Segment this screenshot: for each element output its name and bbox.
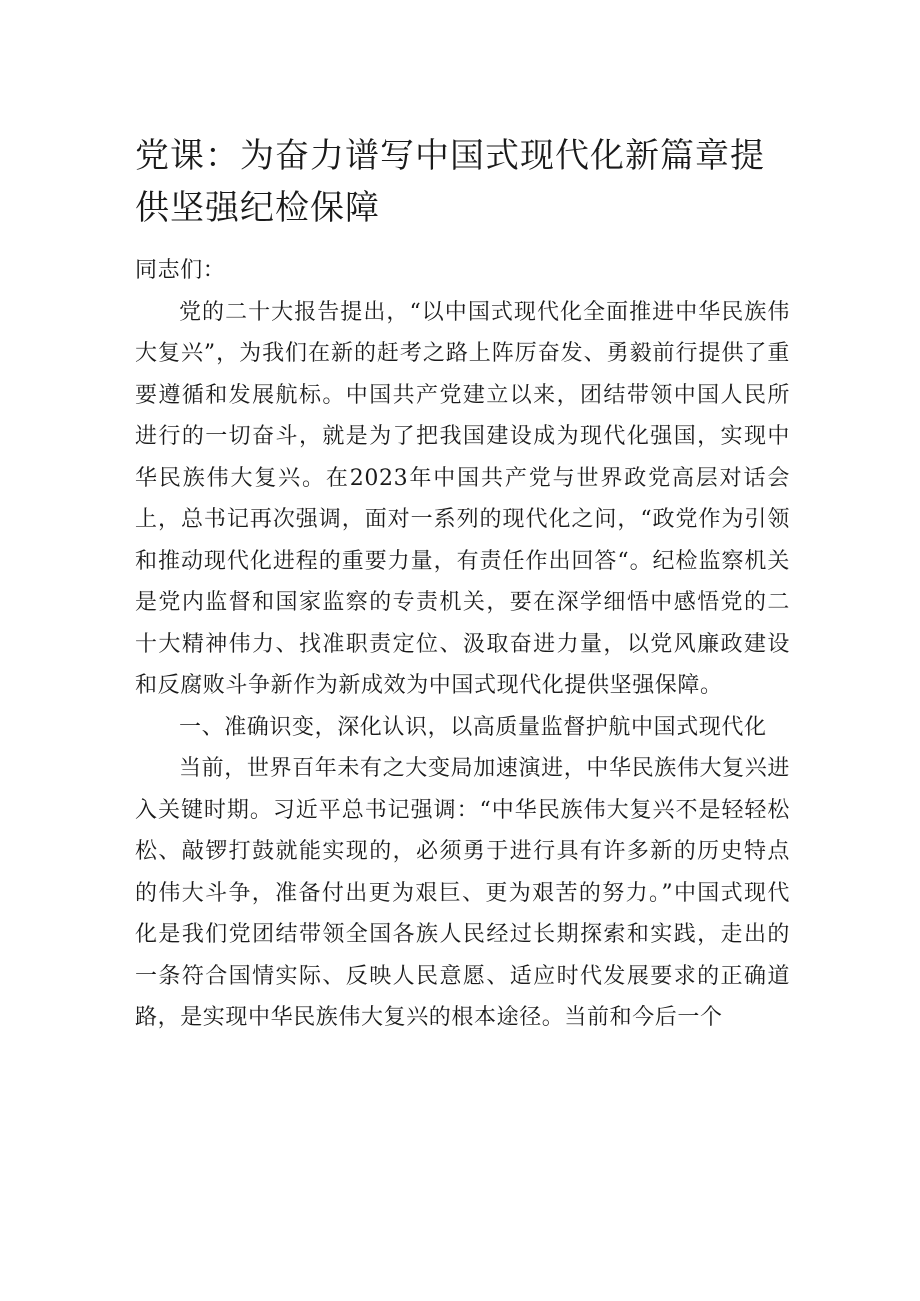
salutation: 同志们： xyxy=(135,258,226,283)
document-body xyxy=(135,250,790,1039)
section-heading-1: 一、准确识变，深化认识，以高质量监督护航中国式现代化 xyxy=(179,714,767,740)
document-title: 党课：为奋力谱写中国式现代化新篇章提供坚强纪检保障 xyxy=(135,136,765,228)
paragraph-section-1: 当前，世界百年未有之大变局加速演进，中华民族伟大复兴进入关键时期。习近平总书记强调：“中华民族伟大复兴不是轻轻松松、敲锣打鼓就能实现的，必须勇于进行具有许多新的历史特点的伟大斗争，准备付出更为艰巨、更为艰苦的努力。”中国式现代化是我们党团结带领全国各族人民经过长期探索和实践，走出的一条符合国情实际、反映人民意愿、适应时代发展要求的正确道路，是实现中华民族伟大复兴的根本途径。当前和今后一个 xyxy=(135,756,790,1030)
paragraph-intro: 党的二十大报告提出，“以中国式现代化全面推进中华民族伟大复兴”，为我们在新的赶考之路上阵厉奋发、勇毅前行提供了重要遵循和发展航标。中国共产党建立以来，团结带领中国人民所进行的一切奋斗，就是为了把我国建设成为现代化强国，实现中华民族伟大复兴。在2023年中国共产党与世界政党高层对话会上，总书记再次强调，面对一系列的现代化之问，“政党作为引领和推动现代化进程的重要力量，有责任作出回答“。纪检监察机关是党内监督和国家监察的专责机关，要在深学细悟中感悟党的二十大精神伟力、找准职责定位、汲取奋进力量，以党风廉政建设和反腐败斗争新作为新成效为中国式现代化提供坚强保障。 xyxy=(135,299,790,698)
